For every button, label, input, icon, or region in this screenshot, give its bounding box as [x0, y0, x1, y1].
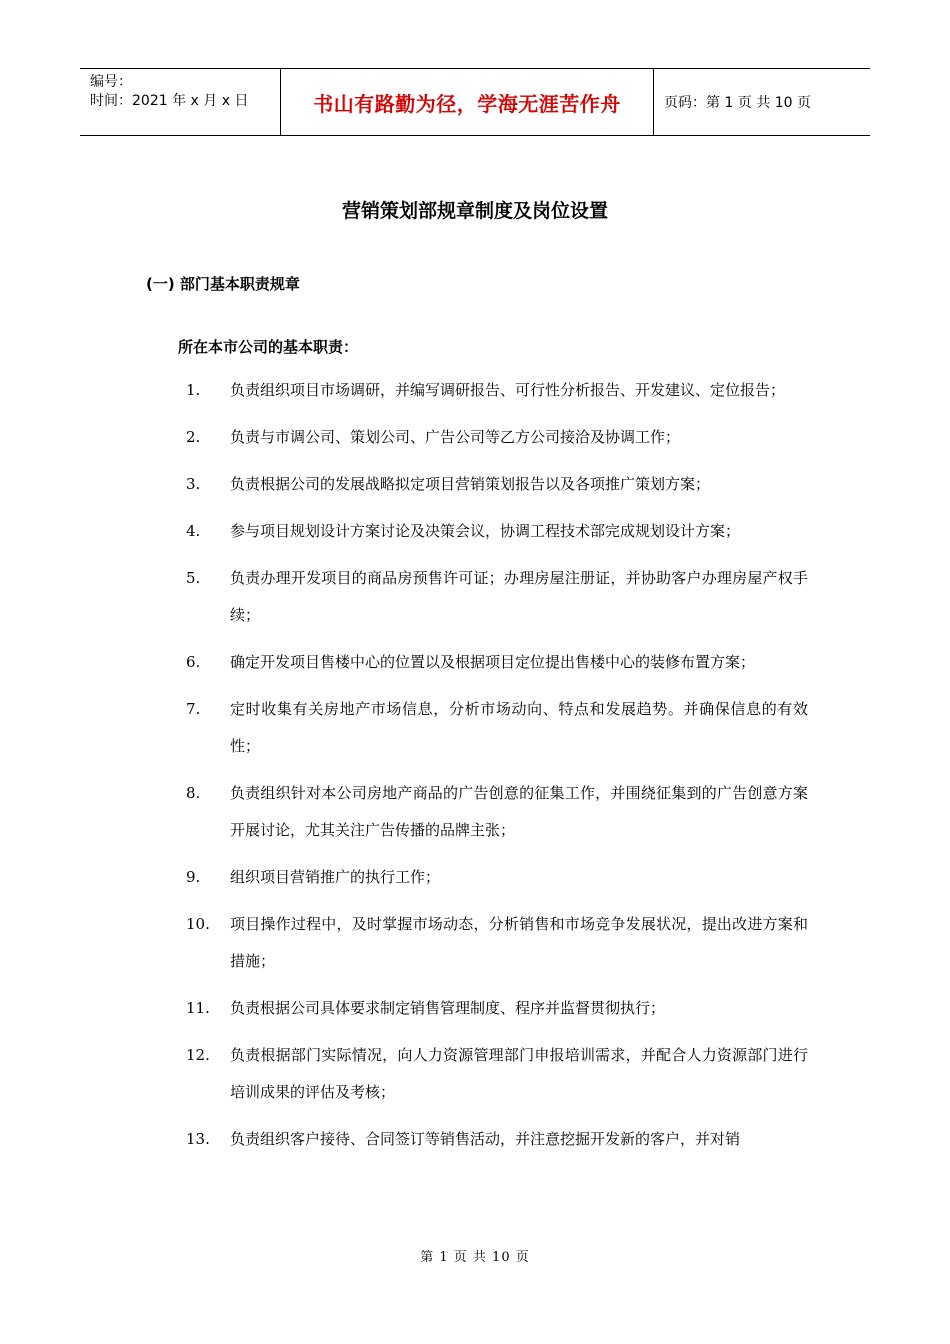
list-item-text: 负责根据公司具体要求制定销售管理制度、程序并监督贯彻执行；	[230, 999, 666, 1017]
list-item-number: 12.	[186, 1046, 210, 1064]
list-item	[0, 513, 950, 550]
number-label: 编号：	[90, 74, 132, 90]
list-item-text: 确定开发项目售楼中心的位置以及根据项目定位提出售楼中心的装修布置方案；	[230, 653, 756, 671]
list-item-number: 9.	[186, 868, 201, 886]
list-item-text: 负责办理开发项目的商品房预售许可证；办理房屋注册证，并协助客户办理房屋产权手续；	[230, 569, 808, 624]
motto-text: 书山有路勤为径，学海无涯苦作舟	[313, 91, 621, 116]
list-item-number: 2.	[186, 428, 201, 446]
list-item	[0, 644, 950, 681]
list-item-text: 负责组织客户接待、合同签订等销售活动，并注意挖掘开发新的客户，并对销	[230, 1130, 741, 1148]
page-info-cell	[654, 69, 870, 135]
list-item	[0, 775, 950, 849]
motto-cell	[281, 69, 654, 135]
list-item-number: 11.	[186, 999, 210, 1017]
list-item-text: 负责组织项目市场调研，并编写调研报告、可行性分析报告、开发建议、定位报告；	[230, 381, 786, 399]
sub-heading: 所在本市公司的基本职责：	[178, 338, 359, 356]
section-heading: (一) 部门基本职责规章	[146, 275, 300, 293]
list-item-number: 3.	[186, 475, 201, 493]
duty-list	[0, 372, 950, 1168]
document-header	[80, 68, 870, 136]
list-item-number: 6.	[186, 653, 201, 671]
header-meta-cell	[80, 69, 281, 135]
list-item-number: 5.	[186, 569, 201, 587]
page-title: 营销策划部规章制度及岗位设置	[341, 200, 608, 222]
list-item-text: 项目操作过程中，及时掌握市场动态，分析销售和市场竞争发展状况，提出改进方案和措施；	[230, 915, 808, 970]
list-item-number: 13.	[186, 1130, 210, 1148]
list-item-text: 定时收集有关房地产市场信息，分析市场动向、特点和发展趋势。并确保信息的有效性；	[230, 700, 808, 755]
list-item	[0, 419, 950, 456]
list-item	[0, 1037, 950, 1111]
list-item	[0, 466, 950, 503]
list-item	[0, 372, 950, 409]
list-item-number: 1.	[186, 381, 201, 399]
list-item-text: 参与项目规划设计方案讨论及决策会议，协调工程技术部完成规划设计方案；	[230, 522, 741, 540]
list-item-number: 8.	[186, 784, 201, 802]
list-item	[0, 906, 950, 980]
page-footer: 第 1 页 共 10 页	[420, 1250, 530, 1265]
list-item-text: 组织项目营销推广的执行工作；	[230, 868, 441, 886]
list-item-number: 10.	[186, 915, 210, 933]
list-item	[0, 560, 950, 634]
list-item	[0, 1121, 950, 1158]
list-item-text: 负责与市调公司、策划公司、广告公司等乙方公司接洽及协调工作；	[230, 428, 681, 446]
list-item	[0, 859, 950, 896]
list-item-text: 负责根据部门实际情况，向人力资源管理部门申报培训需求，并配合人力资源部门进行培训成果的评估及考核；	[230, 1046, 808, 1101]
list-item	[0, 990, 950, 1027]
list-item-text: 负责根据公司的发展战略拟定项目营销策划报告以及各项推广策划方案；	[230, 475, 711, 493]
list-item-text: 负责组织针对本公司房地产商品的广告创意的征集工作，并围绕征集到的广告创意方案开展讨论，尤其关注广告传播的品牌主张；	[230, 784, 808, 839]
list-item-number: 4.	[186, 522, 201, 540]
list-item-number: 7.	[186, 700, 201, 718]
time-label: 时间：2021 年 x 月 x 日	[90, 93, 249, 109]
page-info-text: 页码：第 1 页 共 10 页	[664, 95, 811, 111]
list-item	[0, 691, 950, 765]
